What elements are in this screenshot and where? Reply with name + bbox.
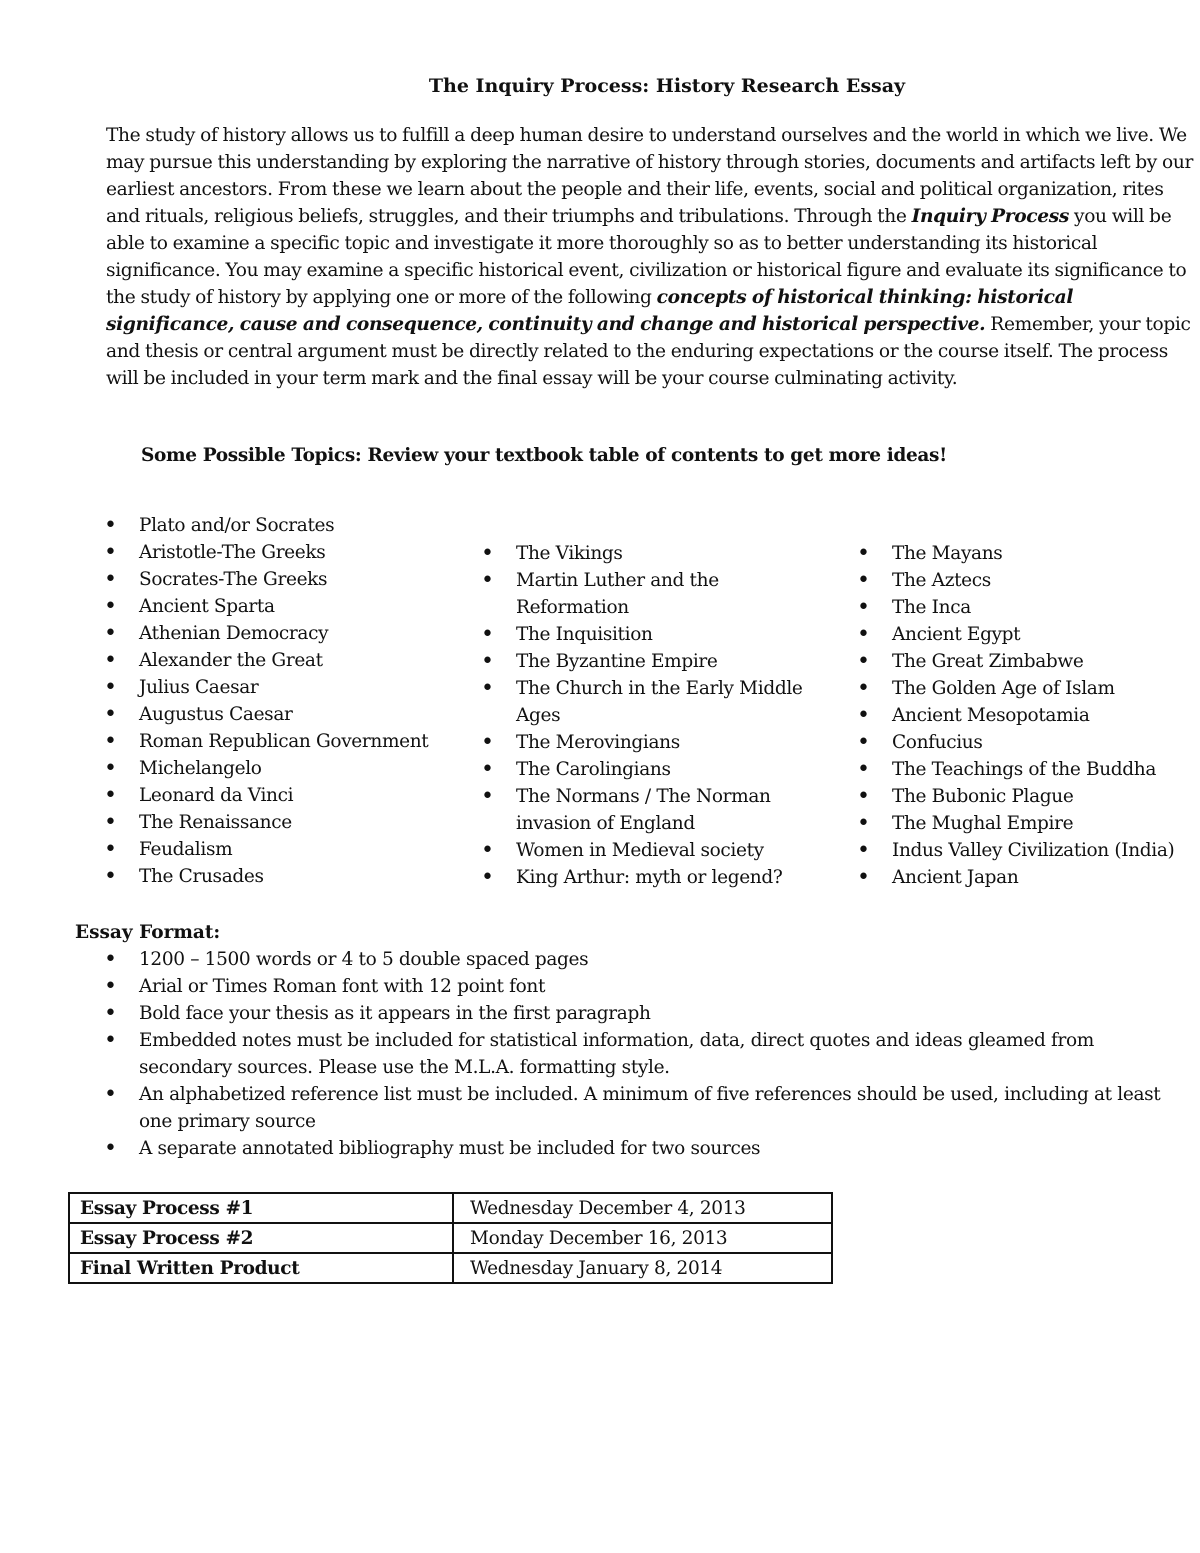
intro-text-part1: The study of history allows us to fulfill a deep human desire to understand ourselves and the world in which we live. We may pursue this understanding by exploring the narrative of history through stories, documents and artifacts left by our earliest ancestors. From these we learn about the people and their life, events, social and political organization, rites and rituals, religious beliefs, struggles, and their triumphs and tribulations. Through the	[106, 125, 1194, 227]
topic-item: • Socrates-The Greeks	[104, 566, 464, 593]
topic-item: • Roman Republican Government	[104, 728, 464, 755]
topic-list-column-3	[857, 540, 1200, 891]
topic-item: • Women in Medieval society	[481, 837, 816, 864]
format-item: • 1200 – 1500 words or 4 to 5 double spaced pages	[104, 946, 1174, 973]
topic-item: • The Merovingians	[481, 729, 816, 756]
topic-item: • Leonard da Vinci	[104, 782, 464, 809]
topic-item: • The Byzantine Empire	[481, 648, 816, 675]
historical-thinking-concepts: concepts of historical thinking: historical significance, cause and consequence, continuity and change and historical perspective.	[106, 287, 1074, 335]
topic-item: • The Teachings of the Buddha	[857, 756, 1200, 783]
inquiry-process-term: Inquiry Process	[911, 206, 1069, 227]
topic-item: • The Normans / The Norman invasion of England	[481, 783, 816, 837]
topic-item: • The Aztecs	[857, 567, 1200, 594]
intro-paragraph	[106, 122, 1200, 392]
due-date-value: Monday December 16, 2013	[453, 1223, 832, 1253]
due-date-label: Final Written Product	[69, 1253, 453, 1283]
essay-format-list	[104, 946, 1174, 1162]
due-date-value: Wednesday January 8, 2014	[453, 1253, 832, 1283]
topic-item: • Aristotle-The Greeks	[104, 539, 464, 566]
topic-item: • The Mayans	[857, 540, 1200, 567]
format-item: • Arial or Times Roman font with 12 point font	[104, 973, 1174, 1000]
table-row	[69, 1223, 832, 1253]
format-item: • Bold face your thesis as it appears in the first paragraph	[104, 1000, 1174, 1027]
due-date-label: Essay Process #2	[69, 1223, 453, 1253]
topic-item: • The Bubonic Plague	[857, 783, 1200, 810]
intro-text-part3: Remember, your topic and thesis or central argument must be directly related to the enduring expectations or the course itself. The process will be included in your term mark and the final essay will be your course culminating activity.	[106, 314, 1191, 389]
topic-item: • Ancient Egypt	[857, 621, 1200, 648]
topic-item: • The Vikings	[481, 540, 816, 567]
topic-item: • Confucius	[857, 729, 1200, 756]
topic-item: • The Crusades	[104, 863, 464, 890]
due-date-label: Essay Process #1	[69, 1193, 453, 1223]
topic-item: • Ancient Sparta	[104, 593, 464, 620]
essay-format-heading: Essay Format:	[75, 922, 221, 943]
topic-item: • The Inca	[857, 594, 1200, 621]
due-date-value: Wednesday December 4, 2013	[453, 1193, 832, 1223]
table-row	[69, 1193, 832, 1223]
topic-item: • Feudalism	[104, 836, 464, 863]
table-row	[69, 1253, 832, 1283]
topic-list-column-2	[481, 540, 816, 891]
topic-item: • King Arthur: myth or legend?	[481, 864, 816, 891]
topic-item: • Athenian Democracy	[104, 620, 464, 647]
topic-item: • The Carolingians	[481, 756, 816, 783]
topic-item: • The Renaissance	[104, 809, 464, 836]
topic-item: • The Inquisition	[481, 621, 816, 648]
topic-item: • Indus Valley Civilization (India)	[857, 837, 1200, 864]
topic-item: • Julius Caesar	[104, 674, 464, 701]
topic-item: • Martin Luther and the Reformation	[481, 567, 816, 621]
intro-text-part2: you will be able to examine a specific topic and investigate it more thoroughly so as to better understanding its historical significance. You may examine a specific historical event, civilization or historical figure and evaluate its significance to the study of history by applying one or more of the following	[106, 206, 1187, 308]
format-item: • An alphabetized reference list must be included. A minimum of five references should be used, including at least one primary source	[104, 1081, 1174, 1135]
format-item: • A separate annotated bibliography must be included for two sources	[104, 1135, 1174, 1162]
topic-item: • The Great Zimbabwe	[857, 648, 1200, 675]
topic-item: • Augustus Caesar	[104, 701, 464, 728]
topic-item: • Ancient Japan	[857, 864, 1200, 891]
topic-item: • The Church in the Early Middle Ages	[481, 675, 816, 729]
page-title: The Inquiry Process: History Research Essay	[428, 75, 906, 97]
due-dates-table	[68, 1192, 833, 1284]
topic-list-column-1	[104, 512, 464, 890]
topics-heading: Some Possible Topics: Review your textbook table of contents to get more ideas!	[141, 445, 947, 466]
topic-item: • Michelangelo	[104, 755, 464, 782]
topic-item: • Alexander the Great	[104, 647, 464, 674]
topic-item: • The Golden Age of Islam	[857, 675, 1200, 702]
topic-item: • The Mughal Empire	[857, 810, 1200, 837]
topic-item: • Ancient Mesopotamia	[857, 702, 1200, 729]
topic-item: • Plato and/or Socrates	[104, 512, 464, 539]
format-item: • Embedded notes must be included for statistical information, data, direct quotes and ideas gleamed from secondary sources. Please use the M.L.A. formatting style.	[104, 1027, 1174, 1081]
